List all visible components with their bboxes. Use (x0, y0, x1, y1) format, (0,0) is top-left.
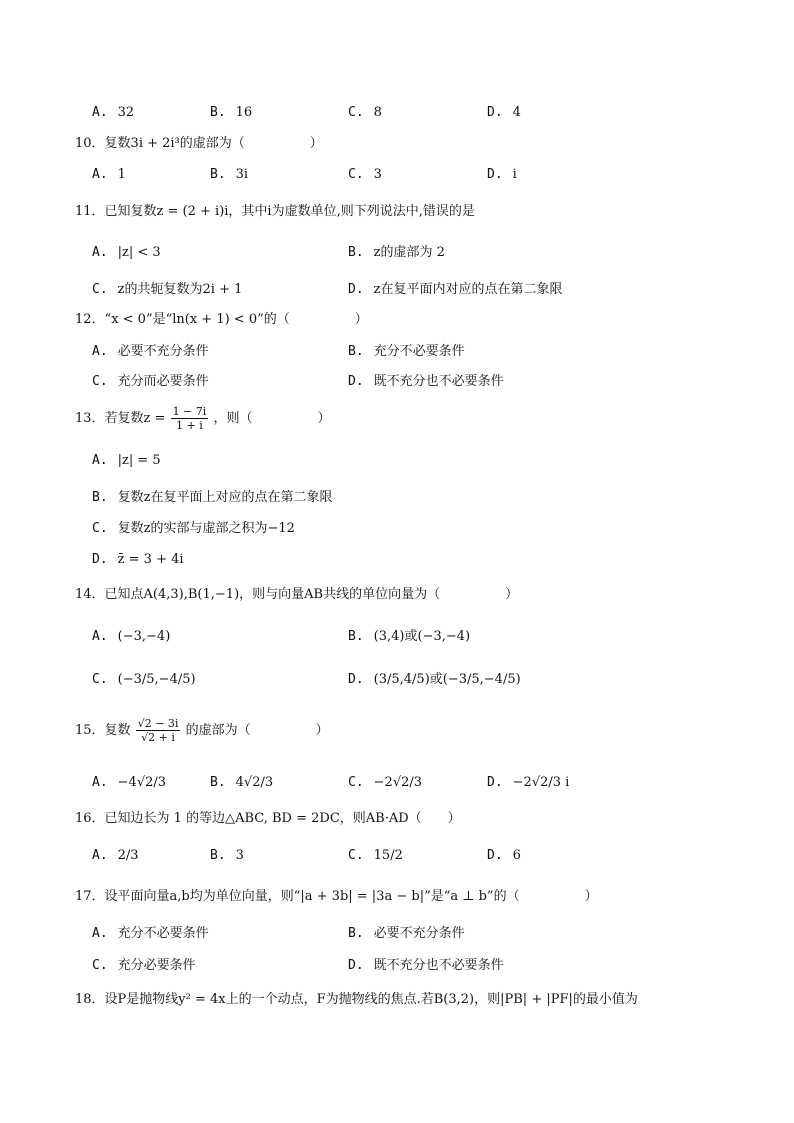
q16-option-a: A. 2/3 (92, 848, 139, 863)
q11-option-c: C. z的共轭复数为2i + 1 (92, 282, 243, 297)
q11-option-a: A. |z| < 3 (92, 245, 161, 260)
q10-option-b: B. 3i (210, 167, 249, 182)
q15-option-c: C. −2√2/3 (348, 775, 423, 790)
q16-stem: 16．已知边长为 1 的等边△ABC, BD = 2DC，则AB·AD（ ） (75, 811, 461, 826)
q10-option-c: C. 3 (348, 167, 382, 182)
q10-option-a: A. 1 (92, 167, 126, 182)
q15-option-d: D. −2√2/3 i (487, 775, 570, 790)
q15-option-a: A. −4√2/3 (92, 775, 167, 790)
q11-option-d: D. z在复平面内对应的点在第二象限 (348, 282, 563, 297)
q14-option-b: B. (3,4)或(−3,−4) (348, 629, 471, 644)
q17-stem: 17．设平面向量a,b均为单位向量，则“|a + 3b| = |3a − b|”是“a ⊥ b”的（ ） (75, 889, 598, 904)
q13-option-b: B. 复数z在复平面上对应的点在第二象限 (92, 490, 333, 505)
q12-stem: 12．“x < 0”是“ln(x + 1) < 0”的（ ） (75, 312, 368, 327)
q13-option-d: D. z̄ = 3 + 4i (92, 552, 184, 567)
q10-option-d: D. i (487, 167, 517, 182)
q12-option-a: A. 必要不充分条件 (92, 344, 209, 359)
q15-fraction-denominator: √2 + i (141, 731, 175, 744)
q13-stem (75, 404, 330, 434)
q13-option-a: A. |z| = 5 (92, 453, 161, 468)
q13-fraction (171, 405, 209, 432)
q13-stem-post: ，则（ ） (213, 411, 331, 426)
q9-option-c: C. 8 (348, 105, 382, 120)
q14-option-c: C. (−3/5,−4/5) (92, 672, 196, 687)
q18-stem: 18．设P是抛物线y² = 4x上的一个动点，F为抛物线的焦点.若B(3,2)，则|PB| + |PF|的最小值为 (75, 992, 638, 1007)
q15-fraction-numerator: √2 − 3i (137, 717, 179, 730)
q9-option-b: B. 16 (210, 105, 253, 120)
q14-option-d: D. (3/5,4/5)或(−3/5,−4/5) (348, 672, 521, 687)
q15-stem (75, 716, 329, 746)
q11-option-b: B. z的虚部为 2 (348, 245, 445, 260)
q11-stem: 11．已知复数z = (2 + i)i，其中i为虚数单位,则下列说法中,错误的是 (75, 204, 475, 219)
q13-stem-pre: 13．若复数z = (75, 411, 166, 426)
q9-option-d: D. 4 (487, 105, 521, 120)
q17-option-a: A. 充分不必要条件 (92, 926, 209, 941)
q13-fraction-numerator: 1 − 7i (172, 405, 207, 418)
q16-option-c: C. 15/2 (348, 848, 403, 863)
q17-option-d: D. 既不充分也不必要条件 (348, 958, 504, 973)
q17-option-b: B. 必要不充分条件 (348, 926, 465, 941)
q12-option-d: D. 既不充分也不必要条件 (348, 374, 504, 389)
q15-stem-post: 的虚部为（ ） (185, 723, 329, 738)
q14-stem: 14．已知点A(4,3),B(1,−1)，则与向量AB共线的单位向量为（ ） (75, 587, 519, 602)
q12-option-b: B. 充分不必要条件 (348, 344, 465, 359)
q17-option-c: C. 充分必要条件 (92, 958, 196, 973)
q14-option-a: A. (−3,−4) (92, 629, 171, 644)
q16-option-d: D. 6 (487, 848, 521, 863)
q12-option-c: C. 充分而必要条件 (92, 374, 209, 389)
q15-fraction (136, 717, 181, 744)
q13-option-c: C. 复数z的实部与虚部之积为−12 (92, 521, 295, 536)
q15-option-b: B. 4√2/3 (210, 775, 274, 790)
q13-fraction-denominator: 1 + i (176, 419, 203, 432)
q10-stem: 10．复数3i + 2i³的虚部为（ ） (75, 136, 323, 151)
q9-option-a: A. 32 (92, 105, 135, 120)
q15-stem-pre: 15．复数 (75, 723, 131, 738)
q16-option-b: B. 3 (210, 848, 244, 863)
